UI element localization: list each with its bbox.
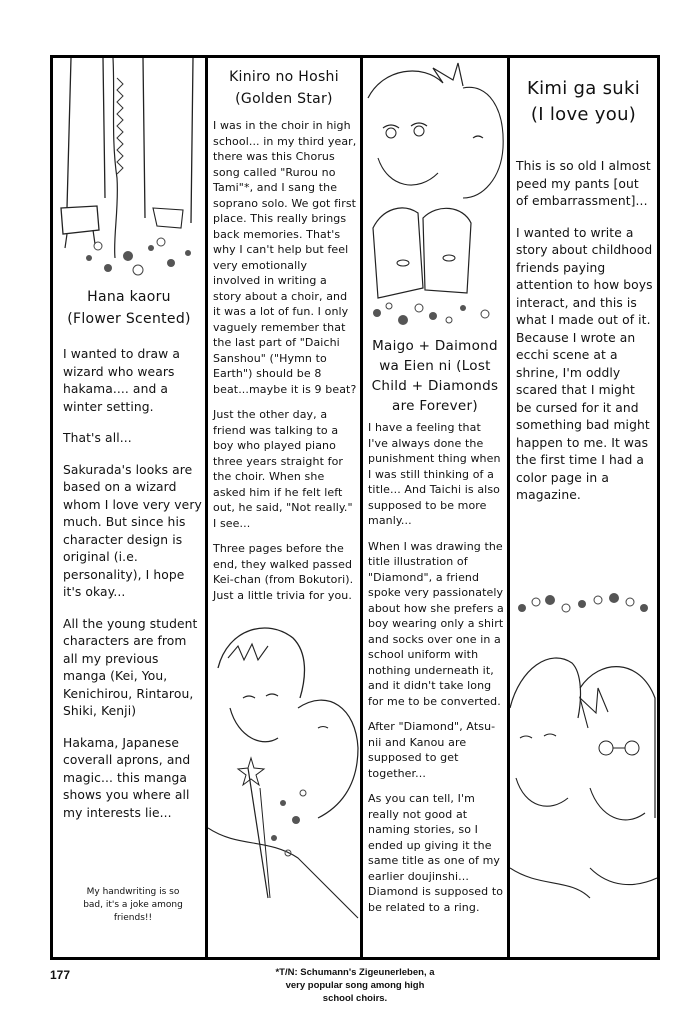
column-kiniro-no-hoshi bbox=[208, 58, 360, 957]
note-paragraph: All the young student characters are from all my previous manga (Kei, You, Kenichirou, Rintarou, Shiki, Kenji) bbox=[63, 616, 198, 718]
column-hana-kaoru bbox=[53, 58, 205, 957]
note-paragraph: When I was drawing the title illustration of "Diamond", a friend spoke very passionately about how she prefers a boy wearing only a shirt and socks over one in a school uniform with nothing underneath it, and it didn't take long for me to be converted. bbox=[368, 539, 504, 708]
handwriting-remark: My handwriting is so bad, it's a joke among friends!! bbox=[83, 887, 183, 923]
note-paragraph: I wanted to write a story about childhood friends paying attention to how boys interact, and this is what I made out of it. Because I wrote an ecchi scene at a shrine, I'm oddly scared that I might be cursed for it and something bad might happen to me. It was the first time I had a color page in a magazine. bbox=[516, 225, 653, 502]
note-paragraph: Just the other day, a friend was talking to a boy who played piano three years straight for the choir. When she asked him if he felt left out, he said, "Not really." I see... bbox=[213, 408, 353, 530]
story-subtitle: (Flower Scented) bbox=[67, 311, 191, 327]
illustration-two-boys-flower-crown bbox=[510, 588, 657, 957]
note-paragraph: I was in the choir in high school... in my third year, there was this Chorus song called "Rurou no Tami"*, and I sang the soprano solo. We got first place. This really brings back memories. That's why I can't help but feel very emotionally involved in writing a story about a choir, and it was a lot of fun. I only vaguely remember that the last part of "Daichi Sanshou" ("Hymn to Earth") should be 8 beat...maybe it is 9 beat? bbox=[213, 119, 357, 396]
story-title: Hana kaoru bbox=[87, 289, 171, 305]
story-title-cont: wa Eien ni (Lost bbox=[379, 358, 491, 374]
illustration-two-boys-wand bbox=[208, 598, 360, 957]
illustration-hakama-legs bbox=[53, 58, 205, 283]
story-title-cont: are Forever) bbox=[392, 398, 478, 414]
note-paragraph: As you can tell, I'm really not good at naming stories, so I ended up giving it the same title as one of my earlier doujinshi... Diamond is supposed to be related to a ring. bbox=[368, 792, 504, 914]
note-paragraph: Sakurada's looks are based on a wizard whom I love very very much. But since his character design is original (i.e. personality), I hope it's okay... bbox=[63, 462, 202, 599]
note-paragraph: This is so old I almost peed my pants [out of embarrassment]... bbox=[516, 159, 651, 208]
manga-page-frame bbox=[50, 55, 660, 960]
note-paragraph: Hakama, Japanese coverall aprons, and magic... this manga shows you where all my interests lie... bbox=[63, 735, 191, 820]
note-paragraph: After "Diamond", Atsu-nii and Kanou are supposed to get together... bbox=[368, 720, 496, 780]
story-title: Maigo + Daimond bbox=[372, 338, 498, 354]
story-subtitle: (I love you) bbox=[530, 104, 637, 125]
story-title: Kimi ga suki bbox=[526, 78, 641, 99]
translator-note: *T/N: Schumann's Zigeunerleben, a very popular song among high school choirs. bbox=[275, 967, 435, 1004]
note-paragraph: I have a feeling that I've always done the punishment thing when I was still thinking of a title... And Taichi is also supposed to be more manly... bbox=[368, 421, 501, 527]
story-title-cont: Child + Diamonds bbox=[371, 378, 499, 394]
note-paragraph: Three pages before the end, they walked passed Kei-chan (from Bokutori). Just a little trivia for you. bbox=[213, 542, 354, 602]
column-maigo-diamond bbox=[363, 58, 507, 957]
note-paragraph: I wanted to draw a wizard who wears hakama.... and a winter setting. bbox=[63, 347, 180, 414]
story-subtitle: (Golden Star) bbox=[235, 91, 333, 107]
page-number: 177 bbox=[50, 968, 71, 982]
note-paragraph: That's all... bbox=[63, 431, 132, 445]
story-title: Kiniro no Hoshi bbox=[229, 69, 339, 85]
column-kimi-ga-suki bbox=[510, 58, 657, 957]
illustration-boys-with-rings bbox=[363, 58, 507, 333]
